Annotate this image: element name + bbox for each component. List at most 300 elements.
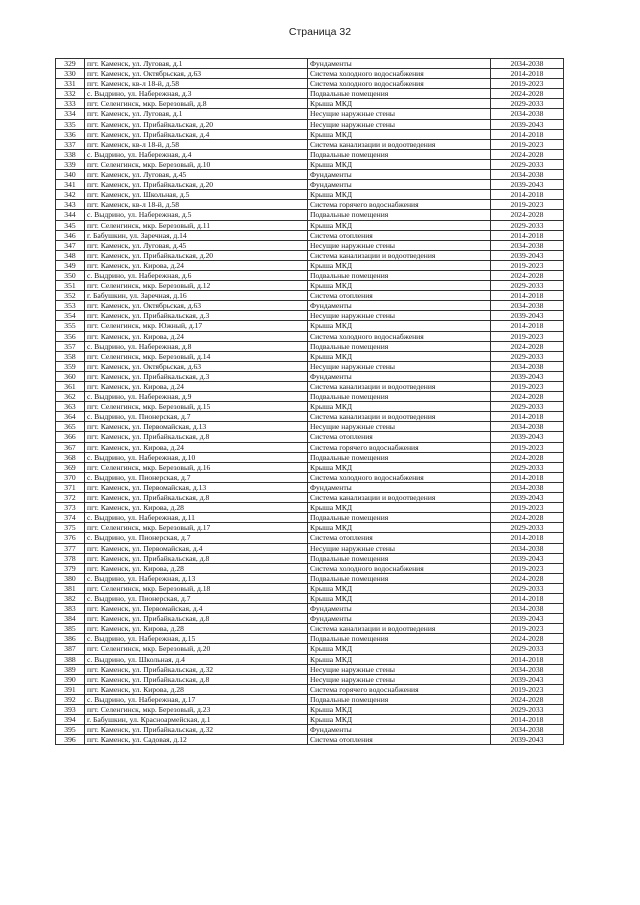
table-row (56, 513, 564, 523)
work-type-cell: Крыша МКД (308, 462, 491, 472)
period-cell: 2019-2023 (491, 563, 564, 573)
table-row (56, 644, 564, 654)
table-row (56, 472, 564, 482)
period-cell: 2014-2018 (491, 69, 564, 79)
table-row (56, 392, 564, 402)
period-cell: 2034-2038 (491, 543, 564, 553)
work-type-cell: Несущие наружные стены (308, 311, 491, 321)
row-number: 393 (56, 705, 85, 715)
work-type-cell: Крыша МКД (308, 715, 491, 725)
address-cell: с. Выдрино, ул. Пионерская, д.7 (85, 472, 308, 482)
table-row (56, 684, 564, 694)
table-row (56, 715, 564, 725)
address-cell: пгт. Селенгинск, мкр. Березовый, д.11 (85, 220, 308, 230)
address-cell: с. Выдрино, ул. Набережная, д.10 (85, 452, 308, 462)
table-row (56, 624, 564, 634)
address-cell: пгт. Каменск, ул. Прибайкальская, д.32 (85, 664, 308, 674)
address-cell: пгт. Селенгинск, мкр. Березовый, д.16 (85, 462, 308, 472)
period-cell: 2029-2033 (491, 462, 564, 472)
work-type-cell: Подвальные помещения (308, 634, 491, 644)
row-number: 350 (56, 270, 85, 280)
address-cell: пгт. Каменск, ул. Кирова, д.24 (85, 260, 308, 270)
row-number: 346 (56, 230, 85, 240)
row-number: 366 (56, 432, 85, 442)
address-cell: пгт. Каменск, ул. Октябрьская, д.63 (85, 361, 308, 371)
row-number: 391 (56, 684, 85, 694)
work-type-cell: Система горячего водоснабжения (308, 442, 491, 452)
table-row (56, 260, 564, 270)
work-type-cell: Несущие наружные стены (308, 674, 491, 684)
row-number: 394 (56, 715, 85, 725)
table-row (56, 725, 564, 735)
row-number: 358 (56, 351, 85, 361)
work-type-cell: Крыша МКД (308, 503, 491, 513)
row-number: 357 (56, 341, 85, 351)
period-cell: 2029-2033 (491, 523, 564, 533)
work-type-cell: Несущие наружные стены (308, 109, 491, 119)
period-cell: 2019-2023 (491, 79, 564, 89)
work-type-cell: Система канализации и водоотведения (308, 624, 491, 634)
row-number: 362 (56, 392, 85, 402)
period-cell: 2034-2038 (491, 664, 564, 674)
work-type-cell: Система холодного водоснабжения (308, 472, 491, 482)
period-cell: 2034-2038 (491, 109, 564, 119)
row-number: 363 (56, 402, 85, 412)
table-row (56, 210, 564, 220)
period-cell: 2024-2028 (491, 149, 564, 159)
work-type-cell: Система канализации и водоотведения (308, 382, 491, 392)
work-type-cell: Подвальные помещения (308, 553, 491, 563)
period-cell: 2019-2023 (491, 442, 564, 452)
work-type-cell: Подвальные помещения (308, 513, 491, 523)
row-number: 364 (56, 412, 85, 422)
row-number: 355 (56, 321, 85, 331)
period-cell: 2039-2043 (491, 371, 564, 381)
row-number: 388 (56, 654, 85, 664)
address-cell: г. Бабушкин, ул. Заречная, д.14 (85, 230, 308, 240)
table-row (56, 543, 564, 553)
table-row (56, 361, 564, 371)
period-cell: 2014-2018 (491, 472, 564, 482)
address-cell: пгт. Селенгинск, мкр. Березовый, д.17 (85, 523, 308, 533)
period-cell: 2039-2043 (491, 674, 564, 684)
address-cell: пгт. Селенгинск, мкр. Березовый, д.10 (85, 159, 308, 169)
work-type-cell: Крыша МКД (308, 129, 491, 139)
address-cell: пгт. Каменск, ул. Прибайкальская, д.8 (85, 674, 308, 684)
period-cell: 2019-2023 (491, 624, 564, 634)
period-cell: 2024-2028 (491, 270, 564, 280)
period-cell: 2029-2033 (491, 351, 564, 361)
period-cell: 2039-2043 (491, 493, 564, 503)
work-type-cell: Крыша МКД (308, 583, 491, 593)
row-number: 343 (56, 200, 85, 210)
work-type-cell: Система канализации и водоотведения (308, 493, 491, 503)
work-type-cell: Система канализации и водоотведения (308, 412, 491, 422)
row-number: 338 (56, 149, 85, 159)
work-type-cell: Несущие наружные стены (308, 422, 491, 432)
table-row (56, 432, 564, 442)
table-body (56, 59, 564, 745)
row-number: 374 (56, 513, 85, 523)
table-row (56, 99, 564, 109)
row-number: 333 (56, 99, 85, 109)
work-type-cell: Крыша МКД (308, 190, 491, 200)
table-row (56, 119, 564, 129)
row-number: 371 (56, 482, 85, 492)
address-cell: пгт. Каменск, ул. Прибайкальская, д.3 (85, 371, 308, 381)
work-type-cell: Крыша МКД (308, 159, 491, 169)
work-type-cell: Подвальные помещения (308, 392, 491, 402)
row-number: 345 (56, 220, 85, 230)
work-type-cell: Крыша МКД (308, 402, 491, 412)
row-number: 386 (56, 634, 85, 644)
period-cell: 2029-2033 (491, 220, 564, 230)
work-type-cell: Фундаменты (308, 614, 491, 624)
work-type-cell: Крыша МКД (308, 644, 491, 654)
address-cell: пгт. Каменск, ул. Прибайкальская, д.32 (85, 725, 308, 735)
row-number: 354 (56, 311, 85, 321)
address-cell: пгт. Каменск, ул. Луговая, д.45 (85, 240, 308, 250)
work-type-cell: Система отопления (308, 291, 491, 301)
table-row (56, 291, 564, 301)
period-cell: 2014-2018 (491, 412, 564, 422)
period-cell: 2034-2038 (491, 422, 564, 432)
address-cell: с. Выдрино, ул. Пионерская, д.7 (85, 593, 308, 603)
table-row (56, 149, 564, 159)
row-number: 335 (56, 119, 85, 129)
row-number: 340 (56, 170, 85, 180)
table-row (56, 331, 564, 341)
row-number: 359 (56, 361, 85, 371)
work-type-cell: Подвальные помещения (308, 270, 491, 280)
address-cell: пгт. Каменск, ул. Кирова, д.24 (85, 382, 308, 392)
table-row (56, 382, 564, 392)
address-cell: пгт. Каменск, ул. Октябрьская, д.63 (85, 69, 308, 79)
work-type-cell: Система горячего водоснабжения (308, 200, 491, 210)
address-cell: г. Бабушкин, ул. Красноармейская, д.1 (85, 715, 308, 725)
row-number: 339 (56, 159, 85, 169)
work-type-cell: Крыша МКД (308, 705, 491, 715)
period-cell: 2014-2018 (491, 715, 564, 725)
work-type-cell: Система холодного водоснабжения (308, 331, 491, 341)
table-row (56, 89, 564, 99)
row-number: 381 (56, 583, 85, 593)
period-cell: 2029-2033 (491, 99, 564, 109)
table-row (56, 604, 564, 614)
period-cell: 2019-2023 (491, 503, 564, 513)
table-row (56, 493, 564, 503)
row-number: 387 (56, 644, 85, 654)
table-row (56, 281, 564, 291)
address-cell: пгт. Каменск, ул. Кирова, д.28 (85, 503, 308, 513)
address-cell: с. Выдрино, ул. Набережная, д.13 (85, 573, 308, 583)
row-number: 356 (56, 331, 85, 341)
work-type-cell: Подвальные помещения (308, 210, 491, 220)
table-row (56, 301, 564, 311)
period-cell: 2039-2043 (491, 250, 564, 260)
work-type-cell: Система канализации и водоотведения (308, 250, 491, 260)
address-cell: пгт. Каменск, ул. Кирова, д.24 (85, 442, 308, 452)
address-cell: пгт. Каменск, ул. Первомайская, д.4 (85, 543, 308, 553)
address-cell: пгт. Каменск, ул. Прибайкальская, д.20 (85, 119, 308, 129)
table-row (56, 482, 564, 492)
period-cell: 2034-2038 (491, 240, 564, 250)
period-cell: 2029-2033 (491, 402, 564, 412)
work-type-cell: Крыша МКД (308, 654, 491, 664)
address-cell: с. Выдрино, ул. Набережная, д.9 (85, 392, 308, 402)
table-row (56, 180, 564, 190)
work-type-cell: Крыша МКД (308, 220, 491, 230)
row-number: 368 (56, 452, 85, 462)
work-type-cell: Фундаменты (308, 301, 491, 311)
work-type-cell: Крыша МКД (308, 593, 491, 603)
period-cell: 2034-2038 (491, 482, 564, 492)
address-cell: с. Выдрино, ул. Школьная, д.4 (85, 654, 308, 664)
address-cell: с. Выдрино, ул. Набережная, д.11 (85, 513, 308, 523)
address-cell: с. Выдрино, ул. Набережная, д.15 (85, 634, 308, 644)
address-cell: пгт. Каменск, ул. Первомайская, д.13 (85, 482, 308, 492)
period-cell: 2024-2028 (491, 341, 564, 351)
table-row (56, 109, 564, 119)
table-row (56, 159, 564, 169)
table-row (56, 553, 564, 563)
address-cell: с. Выдрино, ул. Набережная, д.5 (85, 210, 308, 220)
address-cell: пгт. Селенгинск, мкр. Березовый, д.20 (85, 644, 308, 654)
work-type-cell: Крыша МКД (308, 281, 491, 291)
row-number: 330 (56, 69, 85, 79)
address-cell: пгт. Каменск, кв-л 18-й, д.58 (85, 139, 308, 149)
row-number: 344 (56, 210, 85, 220)
period-cell: 2034-2038 (491, 725, 564, 735)
work-type-cell: Фундаменты (308, 170, 491, 180)
work-type-cell: Фундаменты (308, 59, 491, 69)
row-number: 380 (56, 573, 85, 583)
address-cell: пгт. Каменск, ул. Прибайкальская, д.20 (85, 180, 308, 190)
table-row (56, 664, 564, 674)
work-type-cell: Несущие наружные стены (308, 361, 491, 371)
row-number: 367 (56, 442, 85, 452)
period-cell: 2024-2028 (491, 573, 564, 583)
row-number: 385 (56, 624, 85, 634)
period-cell: 2039-2043 (491, 553, 564, 563)
work-type-cell: Подвальные помещения (308, 89, 491, 99)
work-type-cell: Система холодного водоснабжения (308, 79, 491, 89)
row-number: 378 (56, 553, 85, 563)
work-type-cell: Крыша МКД (308, 351, 491, 361)
table-row (56, 503, 564, 513)
table-row (56, 573, 564, 583)
address-cell: пгт. Каменск, ул. Первомайская, д.4 (85, 604, 308, 614)
period-cell: 2039-2043 (491, 735, 564, 745)
work-type-cell: Крыша МКД (308, 99, 491, 109)
period-cell: 2014-2018 (491, 533, 564, 543)
address-cell: пгт. Каменск, ул. Прибайкальская, д.8 (85, 432, 308, 442)
address-cell: пгт. Каменск, ул. Луговая, д.1 (85, 59, 308, 69)
period-cell: 2019-2023 (491, 200, 564, 210)
table-row (56, 452, 564, 462)
address-cell: пгт. Каменск, ул. Луговая, д.45 (85, 170, 308, 180)
table-row (56, 139, 564, 149)
row-number: 331 (56, 79, 85, 89)
table-row (56, 694, 564, 704)
period-cell: 2014-2018 (491, 593, 564, 603)
table-row (56, 220, 564, 230)
period-cell: 2019-2023 (491, 382, 564, 392)
work-type-cell: Подвальные помещения (308, 341, 491, 351)
address-cell: с. Выдрино, ул. Набережная, д.8 (85, 341, 308, 351)
row-number: 392 (56, 694, 85, 704)
period-cell: 2034-2038 (491, 604, 564, 614)
work-type-cell: Несущие наружные стены (308, 119, 491, 129)
table-row (56, 634, 564, 644)
address-cell: пгт. Каменск, ул. Садовая, д.12 (85, 735, 308, 745)
work-type-cell: Система отопления (308, 735, 491, 745)
table-row (56, 59, 564, 69)
period-cell: 2039-2043 (491, 432, 564, 442)
work-type-cell: Система холодного водоснабжения (308, 563, 491, 573)
address-cell: пгт. Селенгинск, мкр. Березовый, д.23 (85, 705, 308, 715)
period-cell: 2014-2018 (491, 230, 564, 240)
row-number: 389 (56, 664, 85, 674)
address-cell: пгт. Каменск, ул. Прибайкальская, д.3 (85, 311, 308, 321)
page-number-header: Страница 32 (288, 26, 352, 38)
table-row (56, 240, 564, 250)
capital-repair-schedule-table (55, 58, 564, 745)
address-cell: с. Выдрино, ул. Набережная, д.4 (85, 149, 308, 159)
table-row (56, 351, 564, 361)
address-cell: пгт. Каменск, ул. Луговая, д.1 (85, 109, 308, 119)
row-number: 336 (56, 129, 85, 139)
address-cell: пгт. Каменск, кв-л 18-й, д.58 (85, 79, 308, 89)
address-cell: пгт. Каменск, ул. Прибайкальская, д.8 (85, 553, 308, 563)
table-row (56, 735, 564, 745)
table-row (56, 79, 564, 89)
table-row (56, 270, 564, 280)
row-number: 353 (56, 301, 85, 311)
table-row (56, 674, 564, 684)
table-row (56, 583, 564, 593)
work-type-cell: Фундаменты (308, 604, 491, 614)
period-cell: 2029-2033 (491, 583, 564, 593)
work-type-cell: Подвальные помещения (308, 452, 491, 462)
period-cell: 2019-2023 (491, 260, 564, 270)
work-type-cell: Фундаменты (308, 371, 491, 381)
work-type-cell: Система отопления (308, 533, 491, 543)
period-cell: 2029-2033 (491, 159, 564, 169)
period-cell: 2034-2038 (491, 361, 564, 371)
period-cell: 2034-2038 (491, 170, 564, 180)
table-row (56, 230, 564, 240)
table-row (56, 523, 564, 533)
table-row (56, 422, 564, 432)
work-type-cell: Крыша МКД (308, 260, 491, 270)
address-cell: пгт. Каменск, ул. Прибайкальская, д.4 (85, 129, 308, 139)
row-number: 360 (56, 371, 85, 381)
table-row (56, 129, 564, 139)
table-row (56, 614, 564, 624)
row-number: 361 (56, 382, 85, 392)
work-type-cell: Система отопления (308, 230, 491, 240)
table-row (56, 200, 564, 210)
period-cell: 2024-2028 (491, 634, 564, 644)
row-number: 377 (56, 543, 85, 553)
row-number: 379 (56, 563, 85, 573)
row-number: 347 (56, 240, 85, 250)
table-row (56, 442, 564, 452)
address-cell: пгт. Каменск, ул. Прибайкальская, д.20 (85, 250, 308, 260)
row-number: 352 (56, 291, 85, 301)
table-row (56, 321, 564, 331)
address-cell: с. Выдрино, ул. Пионерская, д.7 (85, 412, 308, 422)
work-type-cell: Система канализации и водоотведения (308, 139, 491, 149)
period-cell: 2029-2033 (491, 705, 564, 715)
work-type-cell: Крыша МКД (308, 321, 491, 331)
address-cell: с. Выдрино, ул. Пионерская, д.7 (85, 533, 308, 543)
table-row (56, 412, 564, 422)
address-cell: пгт. Каменск, ул. Школьная, д.5 (85, 190, 308, 200)
table-row (56, 170, 564, 180)
row-number: 383 (56, 604, 85, 614)
period-cell: 2024-2028 (491, 210, 564, 220)
table-row (56, 462, 564, 472)
table-row (56, 341, 564, 351)
period-cell: 2019-2023 (491, 139, 564, 149)
table-row (56, 593, 564, 603)
address-cell: с. Выдрино, ул. Набережная, д.6 (85, 270, 308, 280)
row-number: 372 (56, 493, 85, 503)
work-type-cell: Фундаменты (308, 725, 491, 735)
address-cell: пгт. Каменск, ул. Прибайкальская, д.8 (85, 614, 308, 624)
work-type-cell: Система холодного водоснабжения (308, 69, 491, 79)
row-number: 348 (56, 250, 85, 260)
work-type-cell: Несущие наружные стены (308, 543, 491, 553)
row-number: 373 (56, 503, 85, 513)
period-cell: 2039-2043 (491, 119, 564, 129)
period-cell: 2019-2023 (491, 331, 564, 341)
period-cell: 2039-2043 (491, 311, 564, 321)
work-type-cell: Фундаменты (308, 482, 491, 492)
period-cell: 2034-2038 (491, 59, 564, 69)
period-cell: 2014-2018 (491, 654, 564, 664)
period-cell: 2024-2028 (491, 89, 564, 99)
address-cell: пгт. Селенгинск, мкр. Березовый, д.15 (85, 402, 308, 412)
period-cell: 2024-2028 (491, 694, 564, 704)
table-row (56, 69, 564, 79)
period-cell: 2039-2043 (491, 614, 564, 624)
table-row (56, 311, 564, 321)
work-type-cell: Крыша МКД (308, 523, 491, 533)
period-cell: 2024-2028 (491, 513, 564, 523)
work-type-cell: Подвальные помещения (308, 573, 491, 583)
row-number: 376 (56, 533, 85, 543)
table-row (56, 250, 564, 260)
address-cell: пгт. Селенгинск, мкр. Березовый, д.14 (85, 351, 308, 361)
address-cell: пгт. Селенгинск, мкр. Березовый, д.18 (85, 583, 308, 593)
address-cell: пгт. Каменск, ул. Первомайская, д.13 (85, 422, 308, 432)
row-number: 342 (56, 190, 85, 200)
row-number: 365 (56, 422, 85, 432)
work-type-cell: Подвальные помещения (308, 149, 491, 159)
period-cell: 2014-2018 (491, 321, 564, 331)
address-cell: пгт. Каменск, ул. Кирова, д.28 (85, 563, 308, 573)
work-type-cell: Несущие наружные стены (308, 664, 491, 674)
address-cell: пгт. Каменск, ул. Прибайкальская, д.8 (85, 493, 308, 503)
table-row (56, 533, 564, 543)
row-number: 396 (56, 735, 85, 745)
row-number: 369 (56, 462, 85, 472)
period-cell: 2024-2028 (491, 392, 564, 402)
table-row (56, 654, 564, 664)
